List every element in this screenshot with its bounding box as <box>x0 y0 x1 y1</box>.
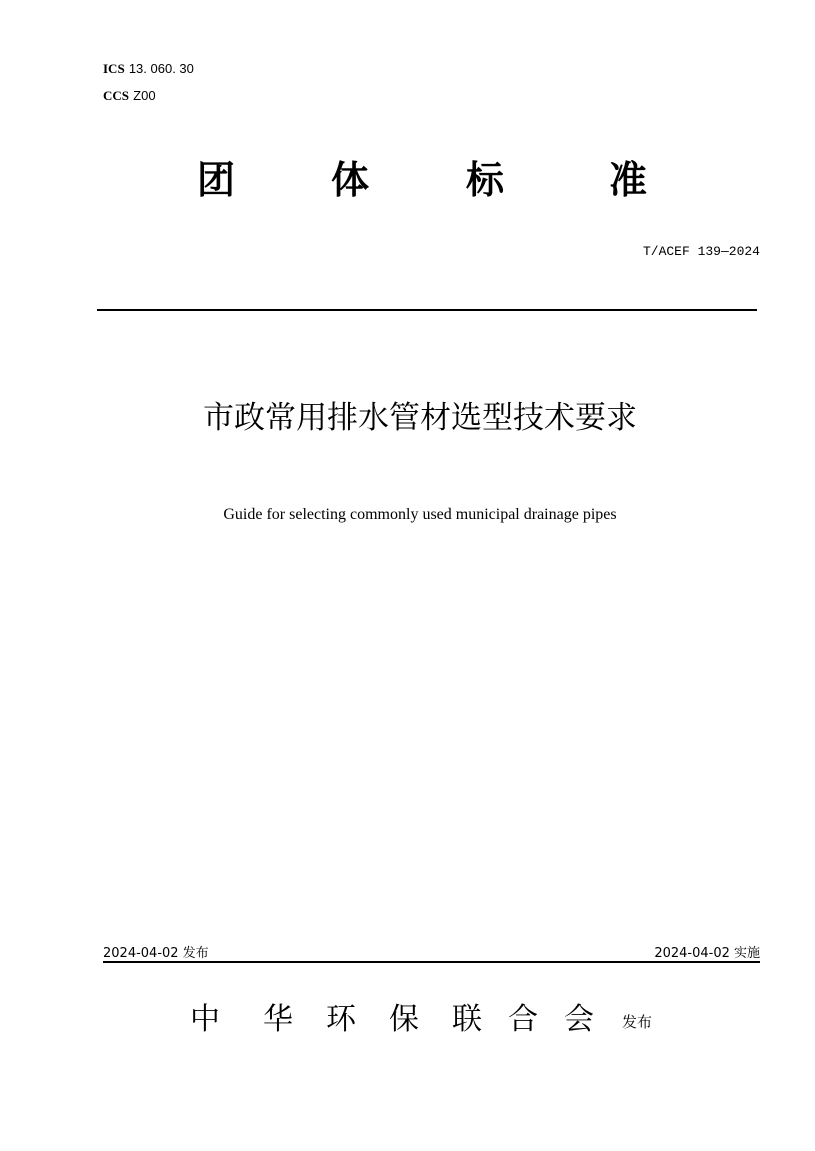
organization-suffix: 发布 <box>622 1013 653 1031</box>
organization-char: 华 <box>263 1002 293 1037</box>
organization-char: 中 <box>190 1002 220 1037</box>
document-title-english: Guide for selecting commonly used municipal drainage pipes <box>223 506 617 523</box>
organization-char: 会 <box>564 1002 594 1037</box>
organization-char: 保 <box>389 1002 419 1037</box>
ics-code <box>103 61 194 78</box>
footer-divider <box>103 961 760 963</box>
standard-type-char: 标 <box>466 158 505 202</box>
ccs-value: Z00 <box>133 88 156 103</box>
ccs-code <box>103 88 156 105</box>
organization-char: 环 <box>326 1002 356 1037</box>
ics-label: ICS <box>103 61 125 76</box>
organization-char: 联 <box>452 1002 482 1037</box>
ccs-label: CCS <box>103 88 130 103</box>
implement-date: 2024-04-02 实施 <box>654 946 760 961</box>
publish-date: 2024-04-02 发布 <box>103 946 209 961</box>
standard-type-char: 团 <box>197 158 236 202</box>
standard-type-heading <box>0 155 815 205</box>
issuing-organization <box>0 1000 815 1040</box>
standard-number: T/ACEF 139—2024 <box>642 244 760 259</box>
document-title-chinese: 市政常用排水管材选型技术要求 <box>203 400 637 436</box>
ics-value: 13. 060. 30 <box>128 61 194 76</box>
standard-type-char: 体 <box>331 158 370 202</box>
organization-char: 合 <box>508 1002 538 1037</box>
standard-type-char: 准 <box>609 158 648 202</box>
header-divider <box>97 309 757 311</box>
